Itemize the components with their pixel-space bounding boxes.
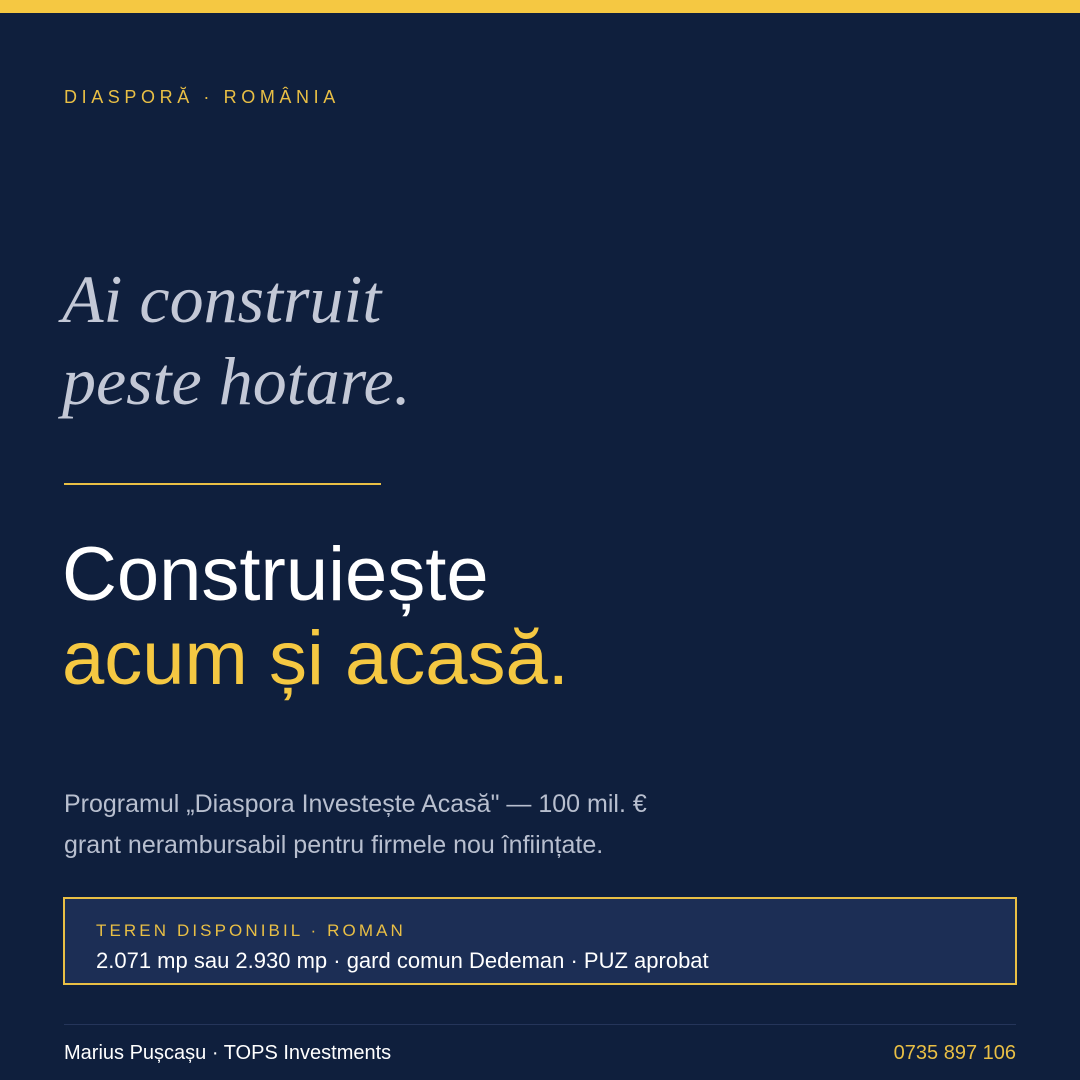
top-accent-bar: [0, 0, 1080, 13]
land-info-box: [63, 897, 1017, 985]
divider-rule: [64, 483, 381, 485]
footer-phone[interactable]: 0735 897 106: [893, 1042, 1016, 1064]
eyebrow-label: DIASPORĂ · ROMÂNIA: [64, 87, 340, 107]
land-info-details: 2.071 mp sau 2.930 mp · gard comun Dedeman · PUZ aprobat: [96, 948, 709, 973]
land-info-label: TEREN DISPONIBIL · ROMAN: [96, 921, 406, 940]
intro-headline: [62, 258, 411, 422]
intro-headline-line-1: Ai construit: [62, 261, 382, 337]
program-description-line-2: grant nerambursabil pentru firmele nou înființate.: [64, 831, 604, 859]
program-description: [64, 784, 647, 866]
footer-author: Marius Pușcașu · TOPS Investments: [64, 1042, 392, 1064]
intro-headline-line-2: peste hotare.: [62, 343, 411, 419]
main-headline-line-1: Construiește: [62, 532, 489, 617]
main-headline-line-2: acum și acasă.: [62, 616, 569, 701]
main-headline: [62, 533, 569, 701]
footer-divider: [64, 1024, 1016, 1025]
program-description-line-1: Programul „Diaspora Investește Acasă" — 100 mil. €: [64, 790, 647, 818]
